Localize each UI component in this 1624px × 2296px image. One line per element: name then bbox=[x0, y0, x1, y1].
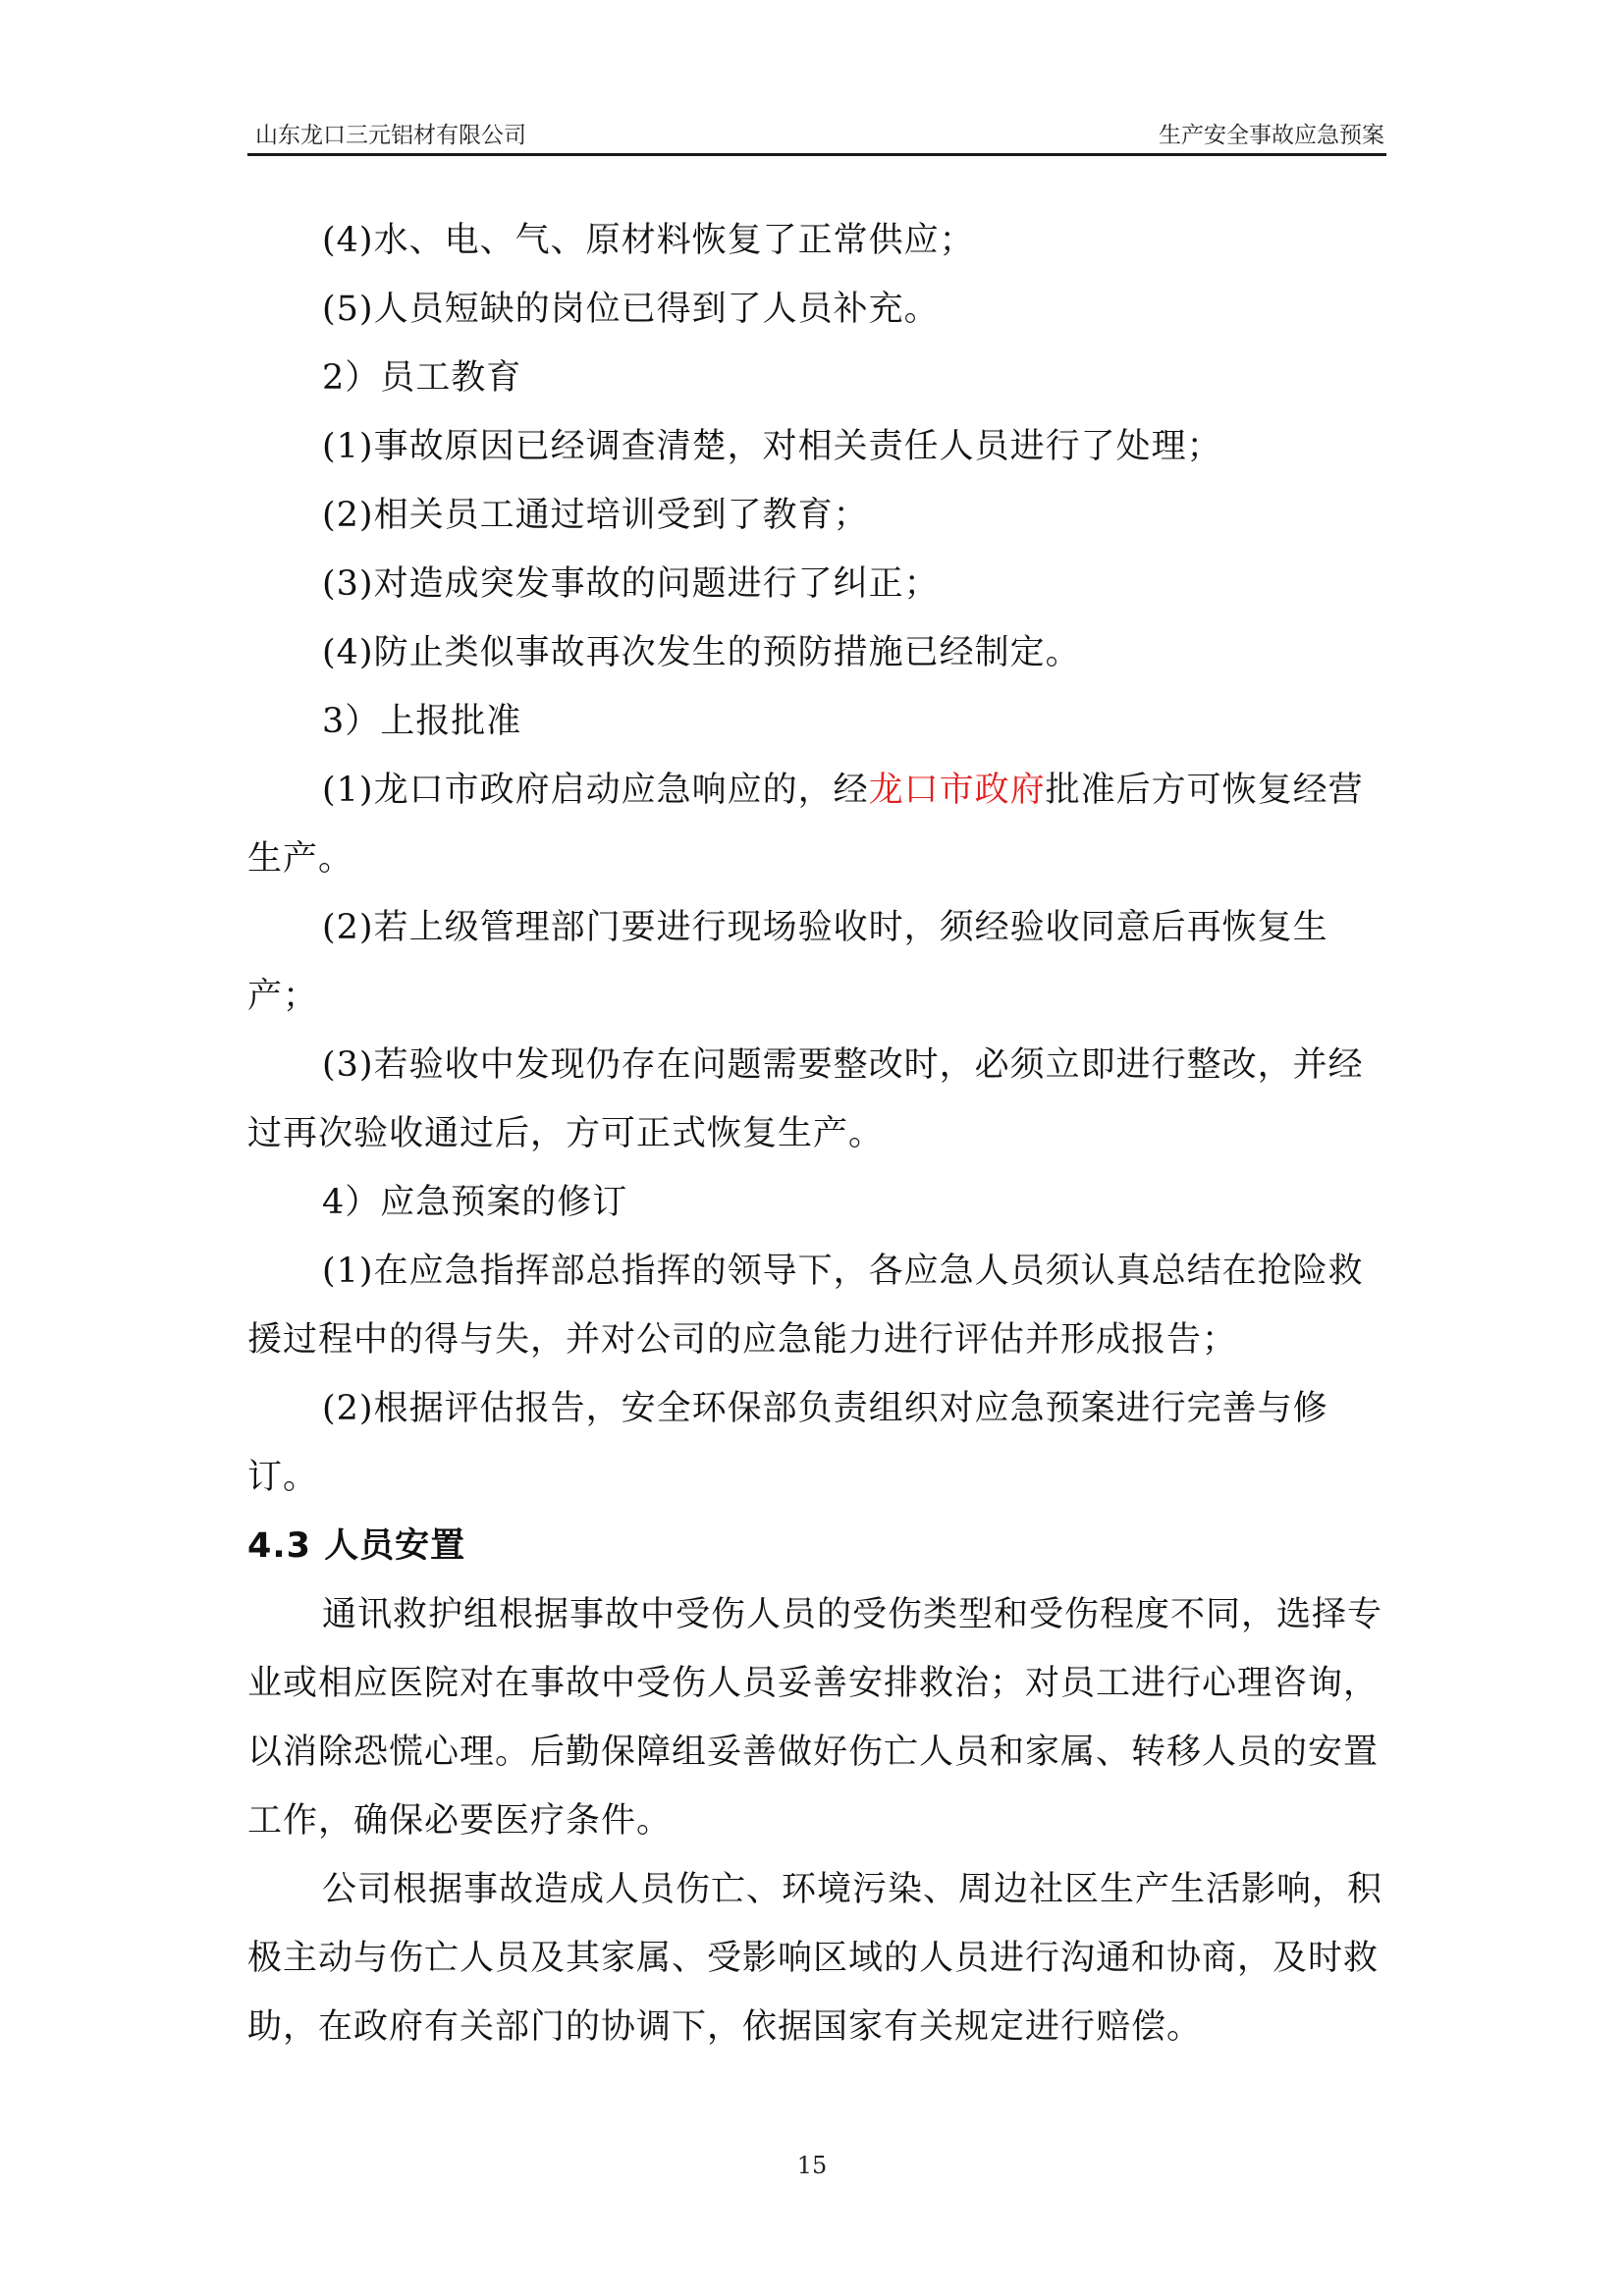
paragraph-staff-replenished: (5)人员短缺的岗位已得到了人员补充。 bbox=[322, 290, 940, 329]
paragraph-rectification: (3)若验收中发现仍存在问题需要整改时，必须立即进行整改，并经过再次验收通过后，方可正式恢复生产。 bbox=[247, 1045, 1364, 1153]
subheading-report-approval: 3）上报批准 bbox=[322, 702, 522, 741]
approval-text-end: 批准后方可恢复经营生产。 bbox=[247, 771, 1364, 879]
document-body bbox=[247, 206, 1386, 2061]
paragraph-cause-investigated: (1)事故原因已经调查清楚，对相关责任人员进行了处理； bbox=[322, 427, 1222, 466]
approval-text-start: (1)龙口市政府启动应急响应的，经 bbox=[322, 771, 869, 810]
subheading-plan-revision: 4）应急预案的修订 bbox=[322, 1183, 628, 1222]
paragraph-injured-treatment: 通讯救护组根据事故中受伤人员的受伤类型和受伤程度不同，选择专业或相应医院对在事故中受伤人员妥善安排救治；对员工进行心理咨询，以消除恐慌心理。后勤保障组妥善做好伤亡人员和家属、转移人员的安置工作，确保必要医疗条件。 bbox=[247, 1595, 1383, 1841]
highlighted-government-name: 龙口市政府 bbox=[868, 771, 1046, 810]
paragraph-plan-improvement: (2)根据评估报告，安全环保部负责组织对应急预案进行完善与修订。 bbox=[247, 1389, 1328, 1497]
page-header bbox=[247, 114, 1386, 156]
paragraph-compensation: 公司根据事故造成人员伤亡、环境污染、周边社区生产生活影响，积极主动与伤亡人员及其家属、受影响区域的人员进行沟通和协商，及时救助，在政府有关部门的协调下，依据国家有关规定进行赔偿。 bbox=[247, 1870, 1383, 2047]
subheading-employee-education: 2）员工教育 bbox=[322, 358, 522, 398]
paragraph-issues-corrected: (3)对造成突发事故的问题进行了纠正； bbox=[322, 564, 940, 604]
paragraph-site-acceptance: (2)若上级管理部门要进行现场验收时，须经验收同意后再恢复生产； bbox=[247, 908, 1328, 1016]
paragraph-prevention-measures: (4)防止类似事故再次发生的预防措施已经制定。 bbox=[322, 633, 1081, 672]
header-company-name: 山东龙口三元铝材有限公司 bbox=[255, 123, 526, 148]
header-document-title: 生产安全事故应急预案 bbox=[1159, 123, 1384, 148]
page-number: 15 bbox=[796, 2152, 828, 2179]
paragraph-evaluation-report: (1)在应急指挥部总指挥的领导下，各应急人员须认真总结在抢险救援过程中的得与失，并对公司的应急能力进行评估并形成报告； bbox=[247, 1252, 1364, 1360]
paragraph-staff-trained: (2)相关员工通过培训受到了教育； bbox=[322, 496, 869, 535]
paragraph-government-approval bbox=[247, 756, 1386, 893]
section-heading-personnel-placement: 4.3 人员安置 bbox=[247, 1526, 466, 1566]
paragraph-supply-restored: (4)水、电、气、原材料恢复了正常供应； bbox=[322, 221, 975, 260]
